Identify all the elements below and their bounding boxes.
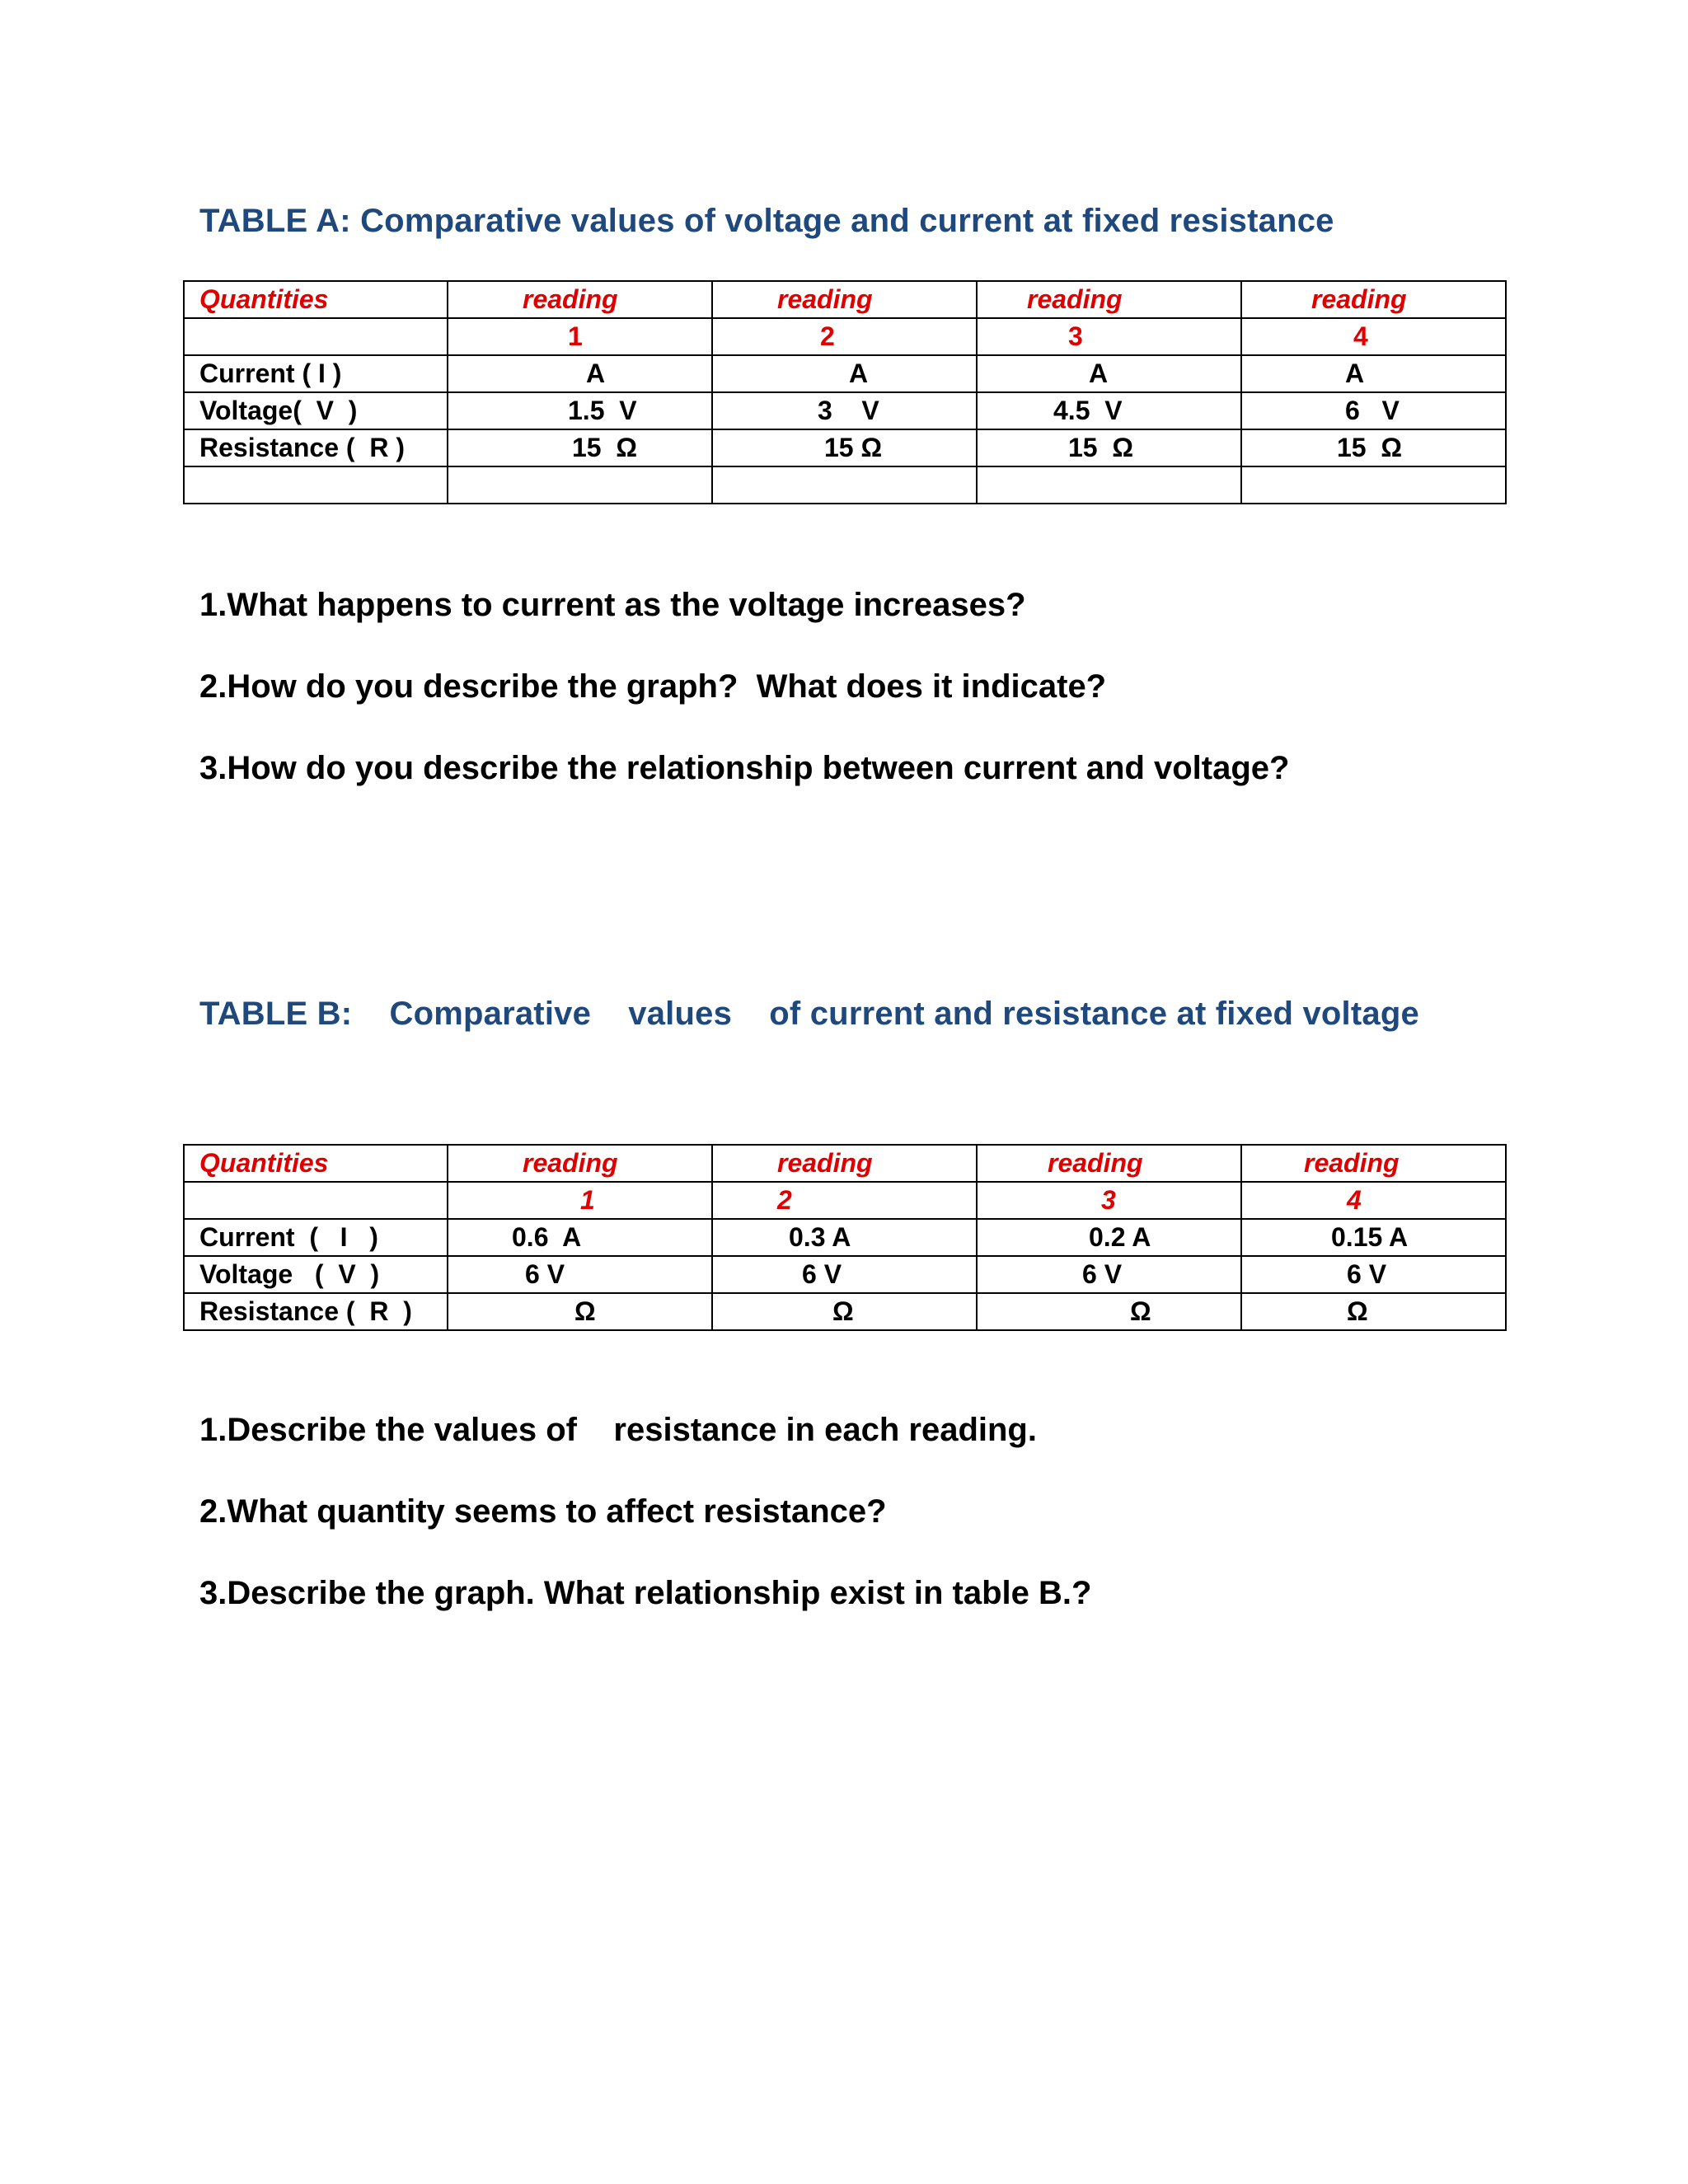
table-a-label-current: Current ( I ) bbox=[184, 355, 448, 392]
table-b-cell: Ω bbox=[712, 1293, 977, 1330]
table-b-cell: Ω bbox=[1241, 1293, 1506, 1330]
table-a-reading-number-row bbox=[184, 318, 1506, 355]
table-b-reading-number-2: 2 bbox=[712, 1182, 977, 1219]
table-b-header-row bbox=[184, 1145, 1506, 1182]
table-a-cell: A bbox=[448, 355, 712, 392]
table-a-row-current bbox=[184, 355, 1506, 392]
table-b-cell: Ω bbox=[448, 1293, 712, 1330]
table-b-cell: 0.3 A bbox=[712, 1219, 977, 1256]
table-b-cell: 6 V bbox=[1241, 1256, 1506, 1293]
table-a-cell: 3 V bbox=[712, 392, 977, 429]
table-b-header-reading-4: reading bbox=[1241, 1145, 1506, 1182]
table-a-header-reading-3: reading bbox=[977, 281, 1241, 318]
table-a-cell bbox=[184, 318, 448, 355]
table-a-cell: A bbox=[1241, 355, 1506, 392]
table-a-label-voltage: Voltage( V ) bbox=[184, 392, 448, 429]
table-a-cell bbox=[1241, 466, 1506, 504]
table-b-header-reading-2: reading bbox=[712, 1145, 977, 1182]
table-b-row-voltage bbox=[184, 1256, 1506, 1293]
table-a-cell bbox=[977, 466, 1241, 504]
table-b-cell bbox=[184, 1182, 448, 1219]
table-a-reading-number-4: 4 bbox=[1241, 318, 1506, 355]
table-a-cell: A bbox=[712, 355, 977, 392]
table-b-reading-number-4: 4 bbox=[1241, 1182, 1506, 1219]
question-a-2: 2.How do you describe the graph? What does it indicate? bbox=[199, 668, 1107, 705]
table-b-row-resistance bbox=[184, 1293, 1506, 1330]
table-a-title: TABLE A: Comparative values of voltage and current at fixed resistance bbox=[199, 203, 1334, 239]
table-a-row-voltage bbox=[184, 392, 1506, 429]
question-b-1: 1.Describe the values of resistance in each reading. bbox=[199, 1412, 1037, 1448]
table-a-cell: 15 Ω bbox=[977, 429, 1241, 466]
table-b-reading-number-1: 1 bbox=[448, 1182, 712, 1219]
table-a-header-reading-4: reading bbox=[1241, 281, 1506, 318]
table-a-header-reading-1: reading bbox=[448, 281, 712, 318]
table-a-cell: 15 Ω bbox=[1241, 429, 1506, 466]
table-b-cell: 0.2 A bbox=[977, 1219, 1241, 1256]
table-a bbox=[183, 280, 1507, 504]
table-b-cell: 6 V bbox=[448, 1256, 712, 1293]
table-a-label-resistance: Resistance ( R ) bbox=[184, 429, 448, 466]
question-a-1: 1.What happens to current as the voltage increases? bbox=[199, 587, 1026, 623]
question-b-3: 3.Describe the graph. What relationship exist in table B.? bbox=[199, 1575, 1092, 1611]
table-a-cell bbox=[184, 466, 448, 504]
table-a-cell: 1.5 V bbox=[448, 392, 712, 429]
table-a-reading-number-3: 3 bbox=[977, 318, 1241, 355]
table-a-cell: 15 Ω bbox=[712, 429, 977, 466]
table-b-reading-number-3: 3 bbox=[977, 1182, 1241, 1219]
table-b-header-reading-1: reading bbox=[448, 1145, 712, 1182]
table-b-row-current bbox=[184, 1219, 1506, 1256]
table-a-header-reading-2: reading bbox=[712, 281, 977, 318]
table-b-label-voltage: Voltage ( V ) bbox=[184, 1256, 448, 1293]
table-b-header-quantities: Quantities bbox=[184, 1145, 448, 1182]
table-b-label-resistance: Resistance ( R ) bbox=[184, 1293, 448, 1330]
table-a-header-row bbox=[184, 281, 1506, 318]
table-a-reading-number-2: 2 bbox=[712, 318, 977, 355]
table-a-cell bbox=[448, 466, 712, 504]
table-b-label-current: Current ( I ) bbox=[184, 1219, 448, 1256]
table-a-cell: 4.5 V bbox=[977, 392, 1241, 429]
table-a-header-quantities: Quantities bbox=[184, 281, 448, 318]
table-b-cell: 6 V bbox=[712, 1256, 977, 1293]
table-b-cell: 0.6 A bbox=[448, 1219, 712, 1256]
table-b-cell: 0.15 A bbox=[1241, 1219, 1506, 1256]
table-a-row-empty bbox=[184, 466, 1506, 504]
table-a-cell: 15 Ω bbox=[448, 429, 712, 466]
question-b-2: 2.What quantity seems to affect resistance? bbox=[199, 1493, 887, 1530]
table-b-cell: 6 V bbox=[977, 1256, 1241, 1293]
table-a-reading-number-1: 1 bbox=[448, 318, 712, 355]
table-b-reading-number-row bbox=[184, 1182, 1506, 1219]
table-a-row-resistance bbox=[184, 429, 1506, 466]
question-a-3: 3.How do you describe the relationship between current and voltage? bbox=[199, 750, 1290, 786]
table-b-header-reading-3: reading bbox=[977, 1145, 1241, 1182]
table-a-cell bbox=[712, 466, 977, 504]
table-b-cell: Ω bbox=[977, 1293, 1241, 1330]
table-b bbox=[183, 1144, 1507, 1331]
table-b-title: TABLE B: Comparative values of current and resistance at fixed voltage bbox=[199, 996, 1419, 1032]
table-a-cell: 6 V bbox=[1241, 392, 1506, 429]
table-a-cell: A bbox=[977, 355, 1241, 392]
